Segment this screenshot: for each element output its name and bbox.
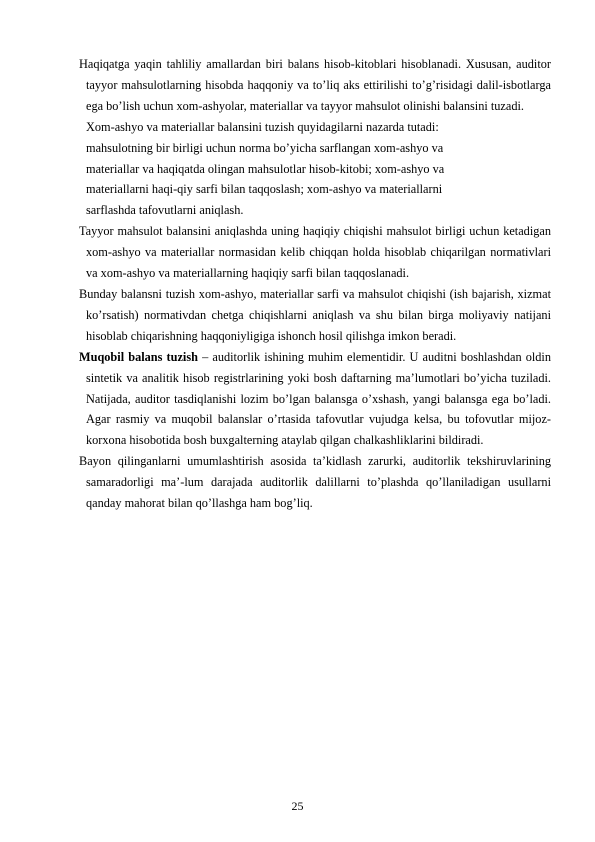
page-number: 25 [291,799,304,813]
paragraph-balance-purpose: Bunday balansni tuzish xom-ashyo, materiallar sarfi va mahsulot chiqishi (ish bajarish, xizmat ko’rsatish) normativdan chetga chiqishlarni aniqlash va shu bilan birga moliyaviy natijani hisoblab chiqarishning haqqoniyligiga ishonch hosil qilishga imkon beradi. [79,286,551,343]
paragraph-balance-calculations: Haqiqatga yaqin tahliliy amallardan biri balans hisob-kitoblari hisoblanadi. Xususan, auditor tayyor mahsulotlarning hisobda haqqoniy va to’liq aks ettirilishi to’g’risidagi dalil-isbotlarga ega bo’lish uchun xom-ashyolar, materiallar va tayyor mahsulot olinishi balansini tuzadi. [79,57,551,113]
alternative-balance-text: – auditorlik ishining muhim elementidir. U auditni boshlashdan oldin sintetik va analitik hisob registrlarining yoki bosh daftarning ma’lumotlari bo’yicha tuziladi. Natijada, auditor tasdiqlanishi lozim bo’lgan balansga o’xshash, yangi balansga ega bo’ladi. Agar rasmiy va muqobil balanslar o’rtasida tafovutlar vujudga kelsa, bu tofovutlar mijoz-korxona hisobotida bosh buxgalterning ataylab qilgan chalkashliklarini bildiradi. [86,349,551,448]
paragraph-conclusion: Bayon qilinganlarni umumlashtirish asosida ta’kidlash zarurki, auditorlik tekshiruvlarining samaradorligi ma’-lum darajada auditorlik dalillarni to’plashda qo’llaniladigan usullarni qanday mahorat bilan qo’llashga ham bog’liq. [79,454,551,511]
line-actual-output: materiallar va haqiqatda olingan mahsulotlar hisob-kitobi; xom-ashyo va [86,161,445,176]
paragraph-finished-product-balance: Tayyor mahsulot balansini aniqlashda uning haqiqiy chiqishi mahsulot birligi uchun ketadigan xom-ashyo va materiallar normasidan kelib chiqqan holda hisoblab chiqarilgan normativlari va xom-ashyo va materiallarning haqiqiy sarfi bilan taqqoslanadi. [79,224,551,281]
line-raw-materials-balance: Xom-ashyo va materiallar balansini tuzish quyidagilarni nazarda tutadi: [86,119,439,134]
paragraph-alternative-balance [79,347,551,452]
line-actual-consumption: materiallarni haqi-qiy sarfi bilan taqqoslash; xom-ashyo va materiallarni [86,182,443,197]
line-discrepancies: sarflashda tafovutlarni aniqlash. [86,203,244,218]
document-body [79,54,551,514]
term-alternative-balance: Muqobil balans tuzish [79,349,198,364]
line-norm-consumption: mahsulotning bir birligi uchun norma bo’yicha sarflangan xom-ashyo va [86,140,444,155]
